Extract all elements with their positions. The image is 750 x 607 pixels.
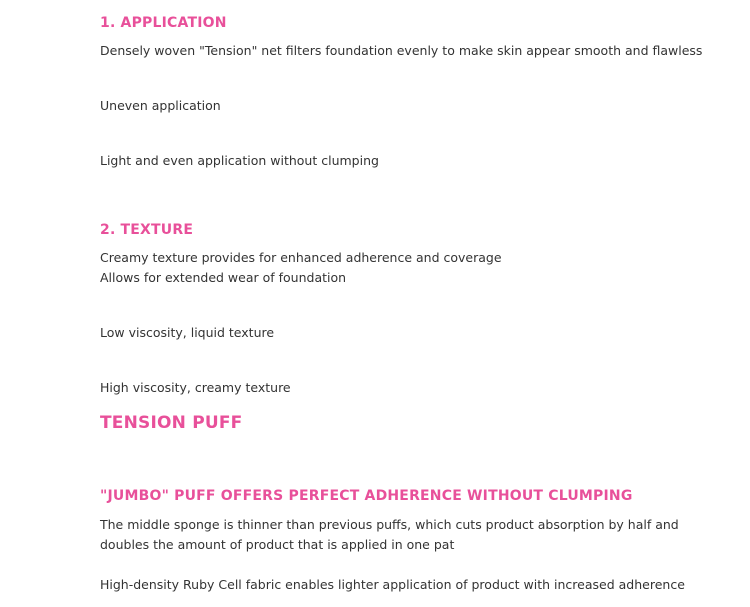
texture-before-caption: Low viscosity, liquid texture [100,325,275,340]
texture-description-line1: Creamy texture provides for enhanced adherence and coverage [100,250,502,265]
jumbo-puff-subheading: "JUMBO" PUFF OFFERS PERFECT ADHERENCE WITHOUT CLUMPING [100,488,633,504]
application-heading: 1. APPLICATION [100,15,227,31]
texture-after-caption: High viscosity, creamy texture [100,380,291,395]
application-before-caption: Uneven application [100,98,221,113]
jumbo-puff-paragraph-line1: The middle sponge is thinner than previous puffs, which cuts product absorption by half and [100,517,679,532]
application-after-caption: Light and even application without clumping [100,153,379,168]
texture-description-line2: Allows for extended wear of foundation [100,270,347,285]
application-description: Densely woven "Tension" net filters foundation evenly to make skin appear smooth and flawless [100,43,703,58]
ruby-cell-paragraph: High-density Ruby Cell fabric enables lighter application of product with increased adherence [100,577,685,592]
jumbo-puff-paragraph-line2: doubles the amount of product that is applied in one pat [100,537,455,552]
texture-heading: 2. TEXTURE [100,222,194,238]
tension-puff-title: TENSION PUFF [100,413,243,433]
